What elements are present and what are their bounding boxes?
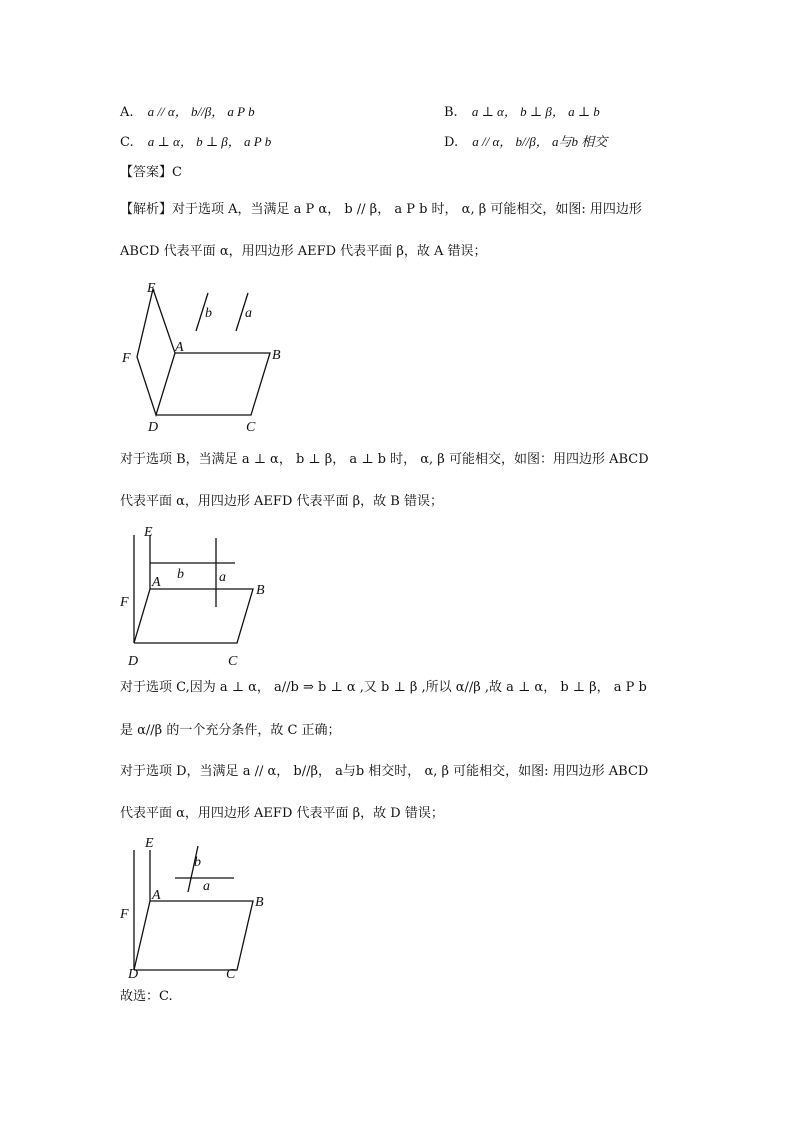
option-d-text: a // α， b//β， a与b 相交 (472, 134, 608, 149)
label-e: E (147, 281, 156, 296)
line-b-label: b (205, 306, 212, 321)
option-b-text: a ⊥ α， b ⊥ β， a ⊥ b (471, 104, 600, 119)
analysis-b-line2: 代表平面 α，用四边形 AEFD 代表平面 β，故 B 错误； (120, 494, 443, 509)
label-c: C (246, 420, 256, 435)
label-f: F (122, 351, 131, 366)
option-a (120, 103, 255, 122)
label-d: D (128, 654, 139, 669)
label-c: C (228, 654, 238, 669)
label-f: F (120, 907, 129, 922)
figure-option-a (110, 275, 300, 440)
figure-option-b (110, 520, 300, 670)
figure-option-d (110, 832, 300, 982)
analysis-a-line1: 【解析】对于选项 A，当满足 a P α， b // β， a P b 时， α, β 可能相交，如图: 用四边形 (120, 202, 642, 217)
line-b-label: b (177, 567, 184, 582)
analysis-b-line1: 对于选项 B，当满足 a ⊥ α， b ⊥ β， a ⊥ b 时， α, β 可能相交，如图：用四边形 ABCD (120, 452, 649, 467)
label-f: F (120, 595, 129, 610)
option-d-label: D. (444, 135, 459, 150)
label-b: B (256, 583, 265, 598)
label-a: A (152, 888, 161, 903)
option-d (444, 133, 607, 152)
option-b-label: B. (444, 105, 458, 120)
conclusion: 故选：C. (120, 989, 173, 1004)
option-c-label: C. (120, 135, 134, 150)
plane-aefd (134, 850, 150, 970)
label-d: D (148, 420, 159, 435)
label-d: D (128, 967, 139, 982)
label-a: A (175, 340, 184, 355)
plane-abcd (134, 901, 253, 970)
line-a-label: a (245, 306, 252, 321)
label-e: E (145, 836, 154, 851)
analysis-a-line2: ABCD 代表平面 α，用四边形 AEFD 代表平面 β，故 A 错误； (120, 244, 487, 259)
line-a-label: a (219, 570, 226, 585)
option-c (120, 133, 271, 152)
option-a-text: a // α， b//β， a P b (147, 104, 255, 119)
analysis-d-line1: 对于选项 D，当满足 a // α， b//β， a与b 相交时， α, β 可能相交，如图: 用四边形 ABCD (120, 764, 649, 779)
plane-abcd (156, 353, 270, 415)
option-b (444, 103, 600, 122)
label-e: E (144, 525, 153, 540)
label-a: A (152, 575, 161, 590)
plane-aefd (134, 535, 150, 643)
option-a-label: A. (120, 105, 134, 120)
line-a-label: a (203, 879, 210, 894)
line-b-label: b (194, 855, 201, 870)
analysis-c-line1: 对于选项 C,因为 a ⊥ α， a//b ⇒ b ⊥ α ,又 b ⊥ β ,所以 α//β ,故 a ⊥ α， b ⊥ β， a P b (120, 680, 647, 695)
plane-aefd (137, 289, 175, 415)
answer: 【答案】C (120, 165, 182, 180)
analysis-c-line2: 是 α//β 的一个充分条件，故 C 正确； (120, 723, 341, 738)
label-c: C (226, 967, 236, 982)
analysis-d-line2: 代表平面 α，用四边形 AEFD 代表平面 β，故 D 错误； (120, 806, 444, 821)
plane-abcd (134, 589, 253, 643)
option-c-text: a ⊥ α， b ⊥ β， a P b (147, 134, 272, 149)
label-b: B (255, 895, 264, 910)
label-b: B (272, 348, 281, 363)
